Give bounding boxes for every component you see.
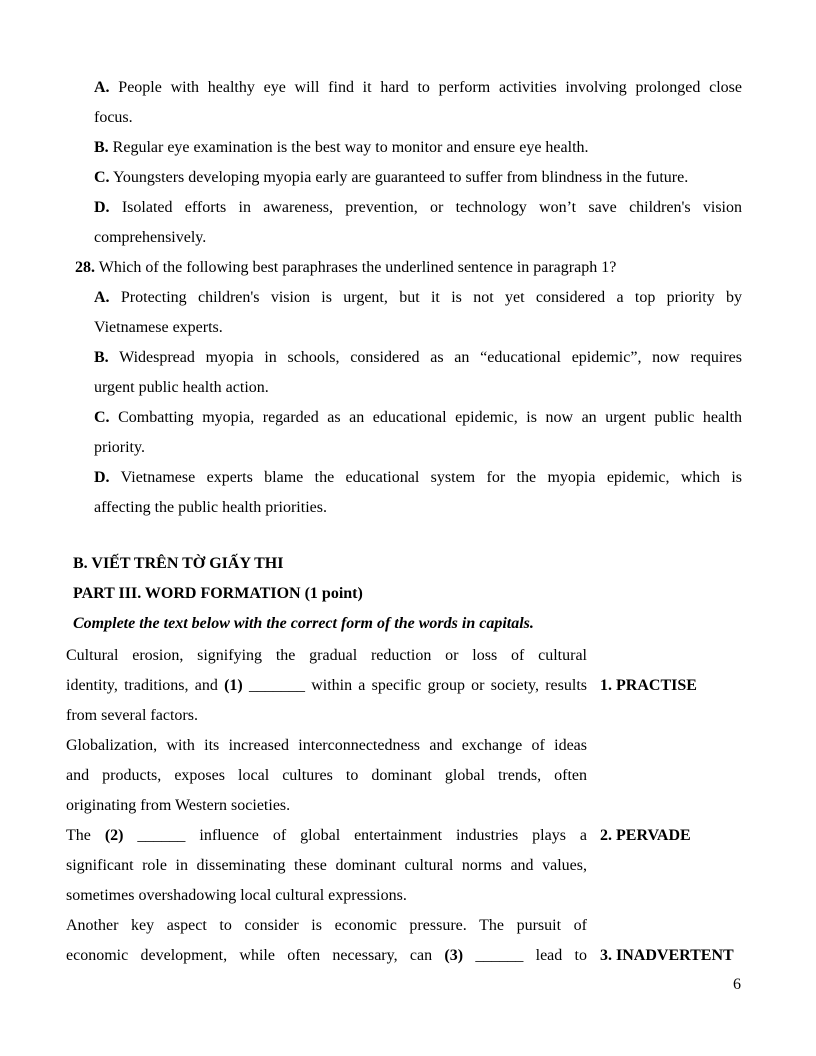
question-text-line [94,223,742,253]
question-text-line [94,103,742,133]
bold-text-run: C. [94,169,110,186]
question-text-line [94,193,742,223]
bold-text-run: B. [94,349,109,366]
text-run: Widespread myopia in schools, considered as an “educational epidemic”, now requires [108,349,742,366]
text-run: comprehensively. [94,229,207,246]
word-formation-text-line [66,941,587,971]
text-run: People with healthy eye will find it hard to perform activities involving prolonged close [109,79,742,96]
text-run: ______ lead to [463,947,587,964]
text-run: The [66,827,105,844]
question-text-line [94,73,742,103]
question-text-line [94,433,742,463]
text-run: Cultural erosion, signifying the gradual reduction or loss of cultural [66,647,587,664]
text-run: focus. [94,109,133,126]
text-run: sometimes overshadowing local cultural expressions. [66,887,407,904]
word-formation-text-line [66,821,587,851]
text-run: Globalization, with its increased interconnectedness and exchange of ideas [66,737,587,754]
bold-text-run: A. [94,289,110,306]
text-run: from several factors. [66,707,198,724]
question-text-line [94,283,742,313]
text-run: identity, traditions, and [66,677,225,694]
text-run: urgent public health action. [94,379,269,396]
page-number: 6 [733,976,741,993]
text-run: priority. [94,439,145,456]
bold-text-run: (3) [444,947,464,964]
instruction-line: Complete the text below with the correct form of the words in capitals. [73,615,534,632]
bold-text-run: (2) [104,827,124,844]
bold-text-run: (1) [224,677,243,694]
bold-text-run: 28. [75,259,95,276]
question-text-line [94,343,742,373]
text-run: significant role in disseminating these dominant cultural norms and values, [66,857,587,874]
text-run: Vietnamese experts blame the educational system for the myopia epidemic, which is [109,469,742,486]
question-text-line [75,253,742,283]
text-run: affecting the public health priorities. [94,499,327,516]
text-run: Which of the following best paraphrases the underlined sentence in paragraph 1? [95,259,617,276]
section-b-headings [73,549,534,639]
text-run: Combatting myopia, regarded as an educational epidemic, is now an urgent public health [109,409,742,426]
capital-word-label: 2. PERVADE [600,827,691,844]
question-text-line [94,463,742,493]
text-run: ______ influence of global entertainment industries plays a [123,827,587,844]
word-formation-text-line [66,791,587,821]
word-formation-section [66,641,587,971]
word-formation-text-line [66,851,587,881]
question-text-line [94,403,742,433]
capital-word-label: 1. PRACTISE [600,677,697,694]
word-formation-text-line [66,641,587,671]
text-run: Youngsters developing myopia early are guaranteed to suffer from blindness in the future. [109,169,689,186]
bold-text-run: C. [94,409,110,426]
text-run: Regular eye examination is the best way to monitor and ensure eye health. [108,139,589,156]
word-formation-text-line [66,761,587,791]
bold-text-run: A. [94,79,110,96]
bold-text-run: D. [94,199,110,216]
question-text-line [94,373,742,403]
question-text-line [94,313,742,343]
word-formation-text-line [66,701,587,731]
question-text-line [94,493,742,523]
text-run: Another key aspect to consider is economic pressure. The pursuit of [66,917,587,934]
text-run: and products, exposes local cultures to dominant global trends, often [66,767,587,784]
text-run: _______ within a specific group or society, results [242,677,587,694]
word-formation-text-line [66,911,587,941]
word-formation-text-line [66,671,587,701]
capital-word-label: 3. INADVERTENT [600,947,734,964]
section-b-heading: B. VIẾT TRÊN TỜ GIẤY THI [73,555,284,572]
bold-text-run: B. [94,139,109,156]
bold-text-run: D. [94,469,110,486]
text-run: originating from Western societies. [66,797,291,814]
question-text-line [94,133,742,163]
text-run: economic development, while often necessary, can [66,947,445,964]
word-formation-text-line [66,731,587,761]
text-run: Isolated efforts in awareness, prevention, or technology won’t save children's vision [109,199,742,216]
question-text-line [94,163,742,193]
word-formation-text-line [66,881,587,911]
text-run: Protecting children's vision is urgent, but it is not yet considered a top priority by [109,289,742,306]
question-section [0,73,742,523]
text-run: Vietnamese experts. [94,319,223,336]
part-iii-heading: PART III. WORD FORMATION (1 point) [73,585,363,602]
